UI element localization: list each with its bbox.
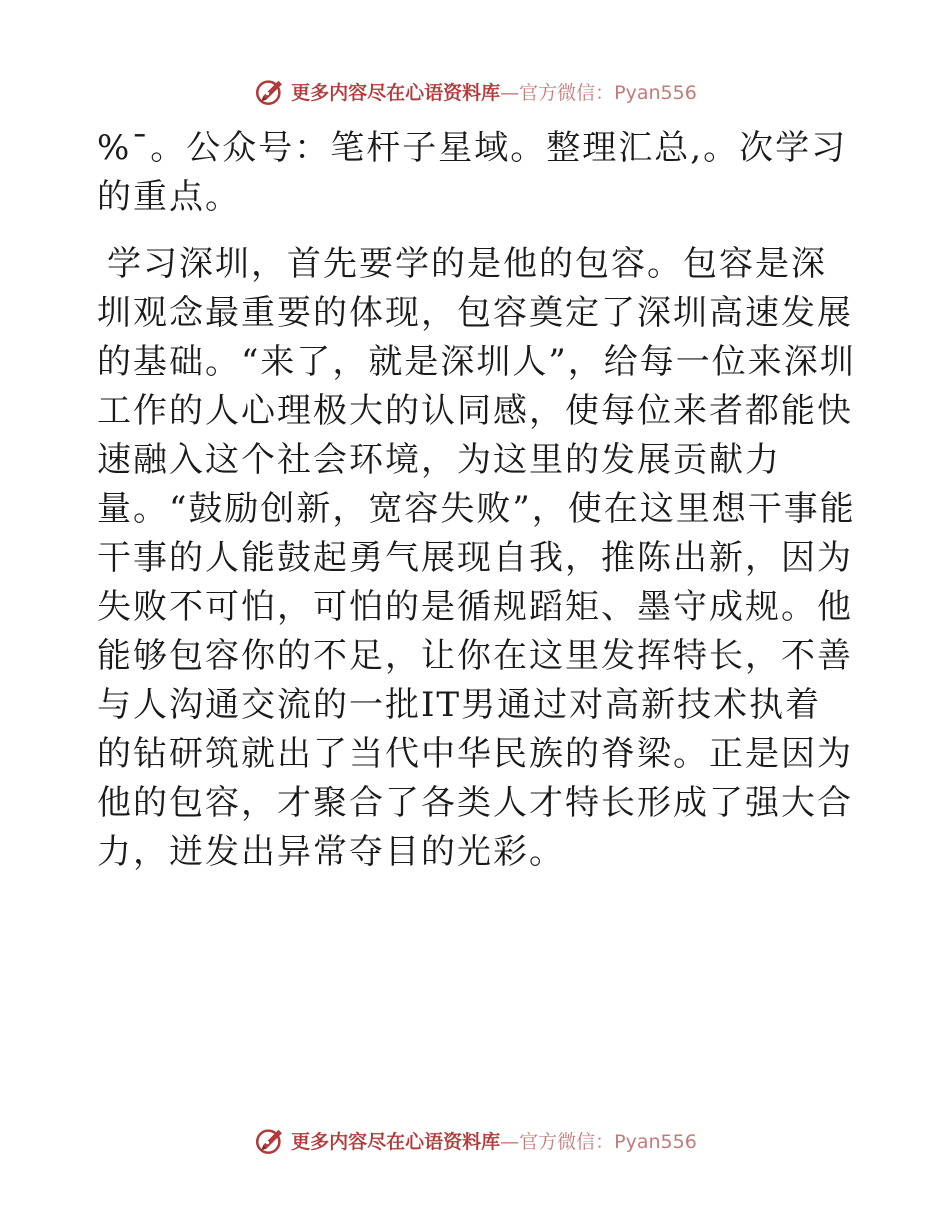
header-banner bbox=[0, 71, 950, 111]
paragraph-2: 学习深圳，首先要学的是他的包容。包容是深圳观念最重要的体现，包容奠定了深圳高速发展的基础。“来了，就是深圳人”，给每一位来深圳工作的人心理极大的认同感，使每位来者都能快速融入这个社会环境，为这里的发展贡献力量。“鼓励创新，宽容失败”，使在这里想干事能干事的人能鼓起勇气展现自我，推陈出新，因为失败不可怕，可怕的是循规蹈矩、墨守成规。他能够包容你的不足，让你在这里发挥特长，不善与人沟通交流的一批IT男通过对高新技术执着的钻研筑就出了当代中华民族的脊梁。正是因为他的包容，才聚合了各类人才特长形成了强大合力，迸发出异常夺目的光彩。 bbox=[97, 244, 856, 872]
pen-nib-icon bbox=[253, 1123, 287, 1157]
footer-banner-wechat: —官方微信：Pyan556 bbox=[500, 1130, 697, 1153]
document-body bbox=[97, 124, 857, 877]
header-banner-text bbox=[291, 78, 697, 105]
footer-banner-text bbox=[291, 1127, 697, 1154]
footer-banner-site: 更多内容尽在心语资料库 bbox=[291, 1130, 501, 1153]
header-banner-site: 更多内容尽在心语资料库 bbox=[291, 81, 501, 104]
header-banner-wechat: —官方微信：Pyan556 bbox=[500, 81, 697, 104]
footer-banner bbox=[0, 1120, 950, 1160]
paragraph-1: %¯。公众号：笔杆子星域。整理汇总,。次学习的重点。 bbox=[97, 128, 848, 217]
pen-nib-icon bbox=[253, 74, 287, 108]
